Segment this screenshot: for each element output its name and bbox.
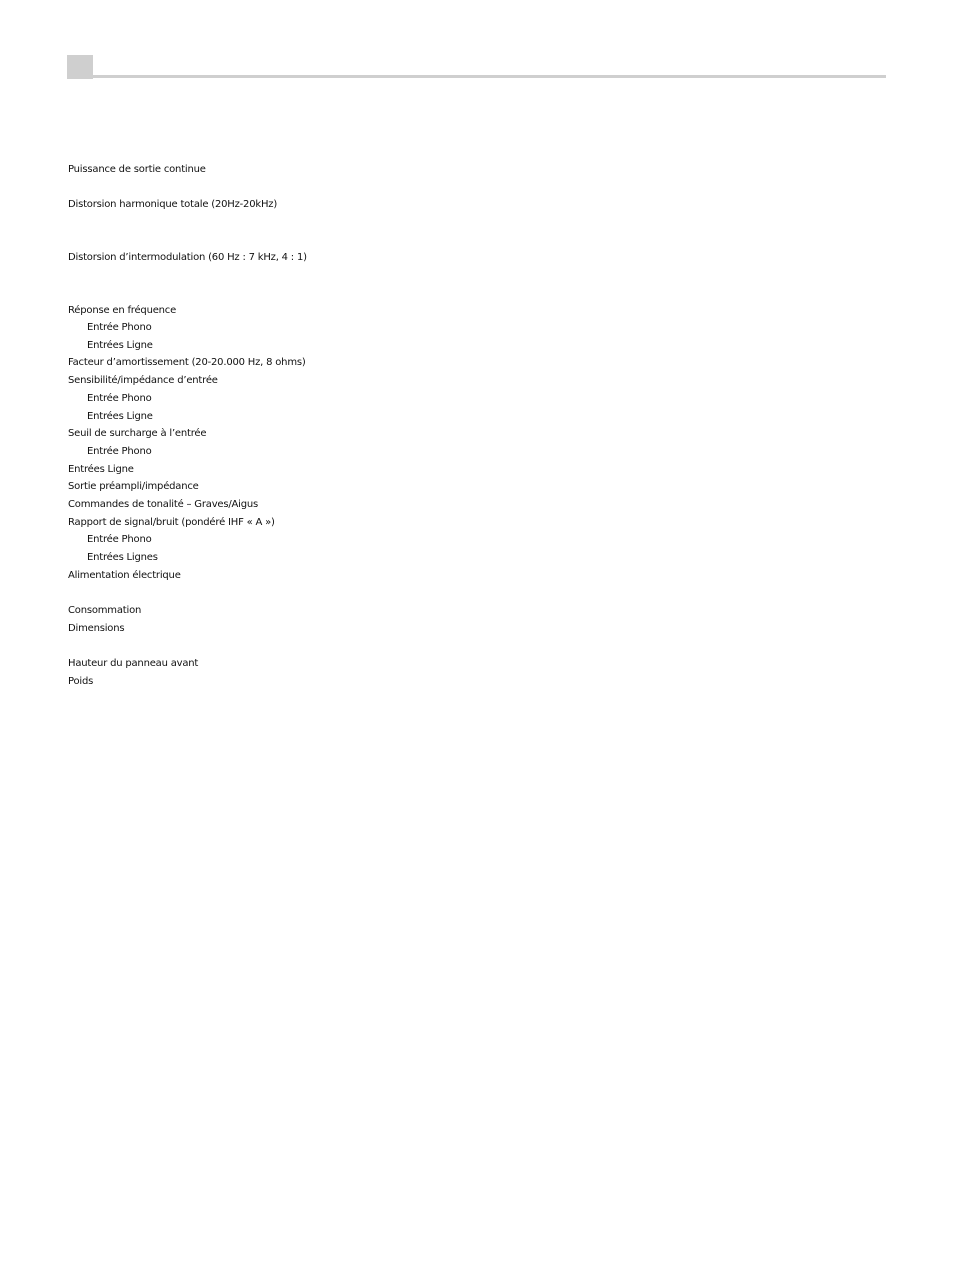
spec-label-power-output: Puissance de sortie continue (68, 164, 206, 175)
spec-label-frequency-response: Réponse en fréquence (68, 305, 177, 316)
spec-label-snr-phono: Entrée Phono (87, 534, 152, 545)
spec-label-overload-line: Entrées Ligne (68, 464, 134, 475)
header-gray-block (67, 55, 93, 79)
spec-label-weight: Poids (68, 676, 94, 687)
spec-label-imd: Distorsion d’intermodulation (60 Hz : 7 kHz, 4 : 1) (68, 252, 307, 263)
header-rule (93, 75, 886, 78)
spec-label-snr-line: Entrées Lignes (87, 552, 158, 563)
spec-label-input-sensitivity: Sensibilité/impédance d’entrée (68, 375, 218, 386)
spec-label-tone-controls: Commandes de tonalité – Graves/Aigus (68, 499, 259, 510)
spec-label-thd: Distorsion harmonique totale (20Hz-20kHz) (68, 199, 278, 210)
spec-label-overload-phono: Entrée Phono (87, 446, 152, 457)
spec-label-front-panel-height: Hauteur du panneau avant (68, 658, 199, 669)
spec-label-sens-line: Entrées Ligne (87, 411, 153, 422)
spec-label-fr-line: Entrées Ligne (87, 340, 153, 351)
spec-label-sens-phono: Entrée Phono (87, 393, 152, 404)
spec-label-consumption: Consommation (68, 605, 142, 616)
spec-label-preamp-output: Sortie préampli/impédance (68, 481, 199, 492)
spec-label-snr: Rapport de signal/bruit (pondéré IHF « A ») (68, 517, 275, 528)
spec-label-overload: Seuil de surcharge à l’entrée (68, 428, 207, 439)
spec-label-fr-phono: Entrée Phono (87, 322, 152, 333)
spec-label-damping-factor: Facteur d’amortissement (20-20.000 Hz, 8 ohms) (68, 357, 306, 368)
spec-label-dimensions: Dimensions (68, 623, 125, 634)
spec-label-power-supply: Alimentation électrique (68, 570, 181, 581)
